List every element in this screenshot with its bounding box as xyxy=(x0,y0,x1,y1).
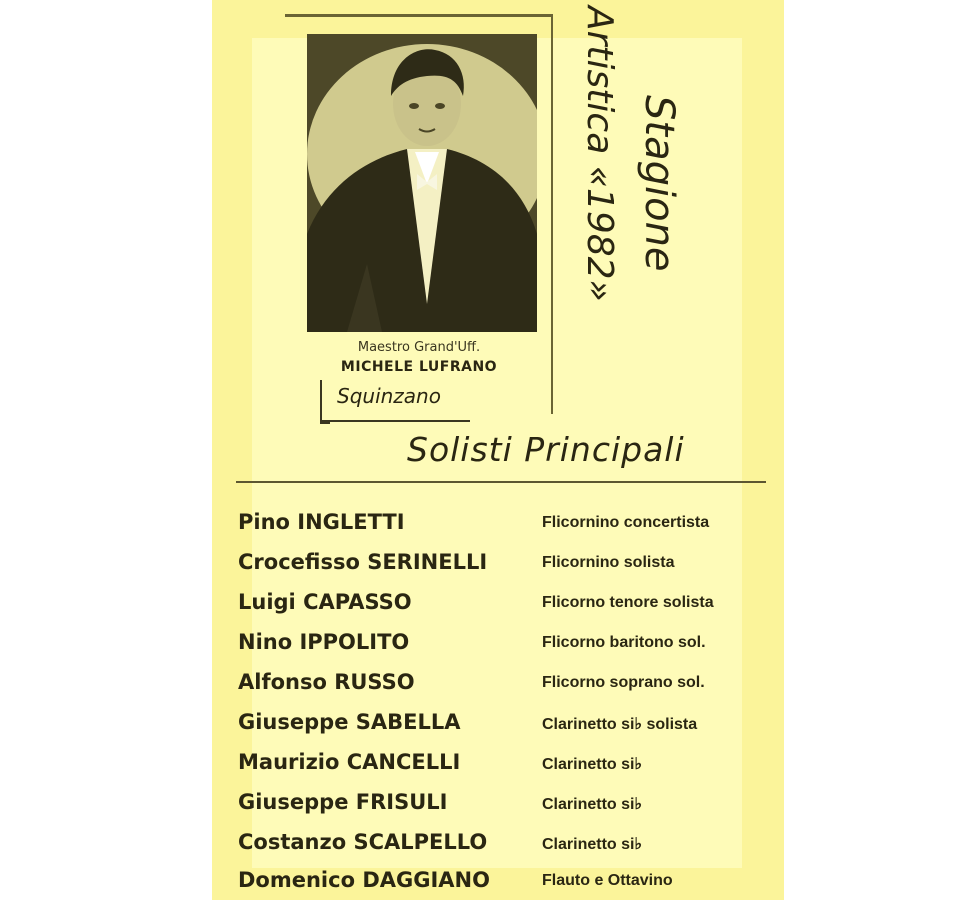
soloist-name: Luigi CAPASSO xyxy=(238,590,412,614)
list-item xyxy=(238,590,768,628)
list-item xyxy=(238,630,768,668)
soloist-role: Flicornino concertista xyxy=(542,514,710,531)
list-item xyxy=(238,790,768,828)
soloist-name: Domenico DAGGIANO xyxy=(238,868,490,892)
soloist-name: Nino IPPOLITO xyxy=(238,630,410,654)
soloist-role: Flicornino solista xyxy=(542,554,675,571)
soloist-name: Maurizio CANCELLI xyxy=(238,750,461,774)
caption-bracket xyxy=(320,380,330,424)
soloist-role: Clarinetto si♭ xyxy=(542,836,643,853)
soloist-name: Pino INGLETTI xyxy=(238,510,405,534)
soloist-role: Clarinetto si♭ solista xyxy=(542,716,698,733)
portrait-frame xyxy=(285,14,553,414)
photo-caption-name: MICHELE LUFRANO xyxy=(340,359,498,375)
soloist-name: Alfonso RUSSO xyxy=(238,670,415,694)
list-item xyxy=(238,830,768,868)
frame-border-top xyxy=(285,14,553,17)
soloist-name: Crocefisso SERINELLI xyxy=(238,550,488,574)
program-page xyxy=(212,0,784,900)
list-item xyxy=(238,670,768,708)
soloist-role: Flicorno tenore solista xyxy=(542,594,714,611)
soloist-role: Flauto e Ottavino xyxy=(542,872,673,889)
list-item xyxy=(238,750,768,788)
photo-caption-place: Squinzano xyxy=(337,384,441,408)
heading-vertical-line1: Stagione xyxy=(636,95,682,272)
soloist-role: Flicorno baritono sol. xyxy=(542,634,706,651)
soloist-role: Clarinetto si♭ xyxy=(542,756,643,773)
soloist-name: Giuseppe FRISULI xyxy=(238,790,448,814)
conductor-photo xyxy=(307,34,537,332)
soloist-role: Clarinetto si♭ xyxy=(542,796,643,813)
list-item xyxy=(238,710,768,748)
photo-caption-title: Maestro Grand'Uff. xyxy=(357,340,481,355)
soloist-role: Flicorno soprano sol. xyxy=(542,674,705,691)
list-item xyxy=(238,550,768,588)
caption-underline xyxy=(320,420,470,422)
soloist-name: Giuseppe SABELLA xyxy=(238,710,461,734)
conductor-portrait-image xyxy=(307,34,537,332)
list-item xyxy=(238,868,768,900)
section-divider xyxy=(236,481,766,483)
section-title: Solisti Principali xyxy=(407,430,685,469)
list-item xyxy=(238,510,768,548)
soloist-name: Costanzo SCALPELLO xyxy=(238,830,488,854)
heading-vertical-line2: Artistica «1982» xyxy=(579,6,620,302)
